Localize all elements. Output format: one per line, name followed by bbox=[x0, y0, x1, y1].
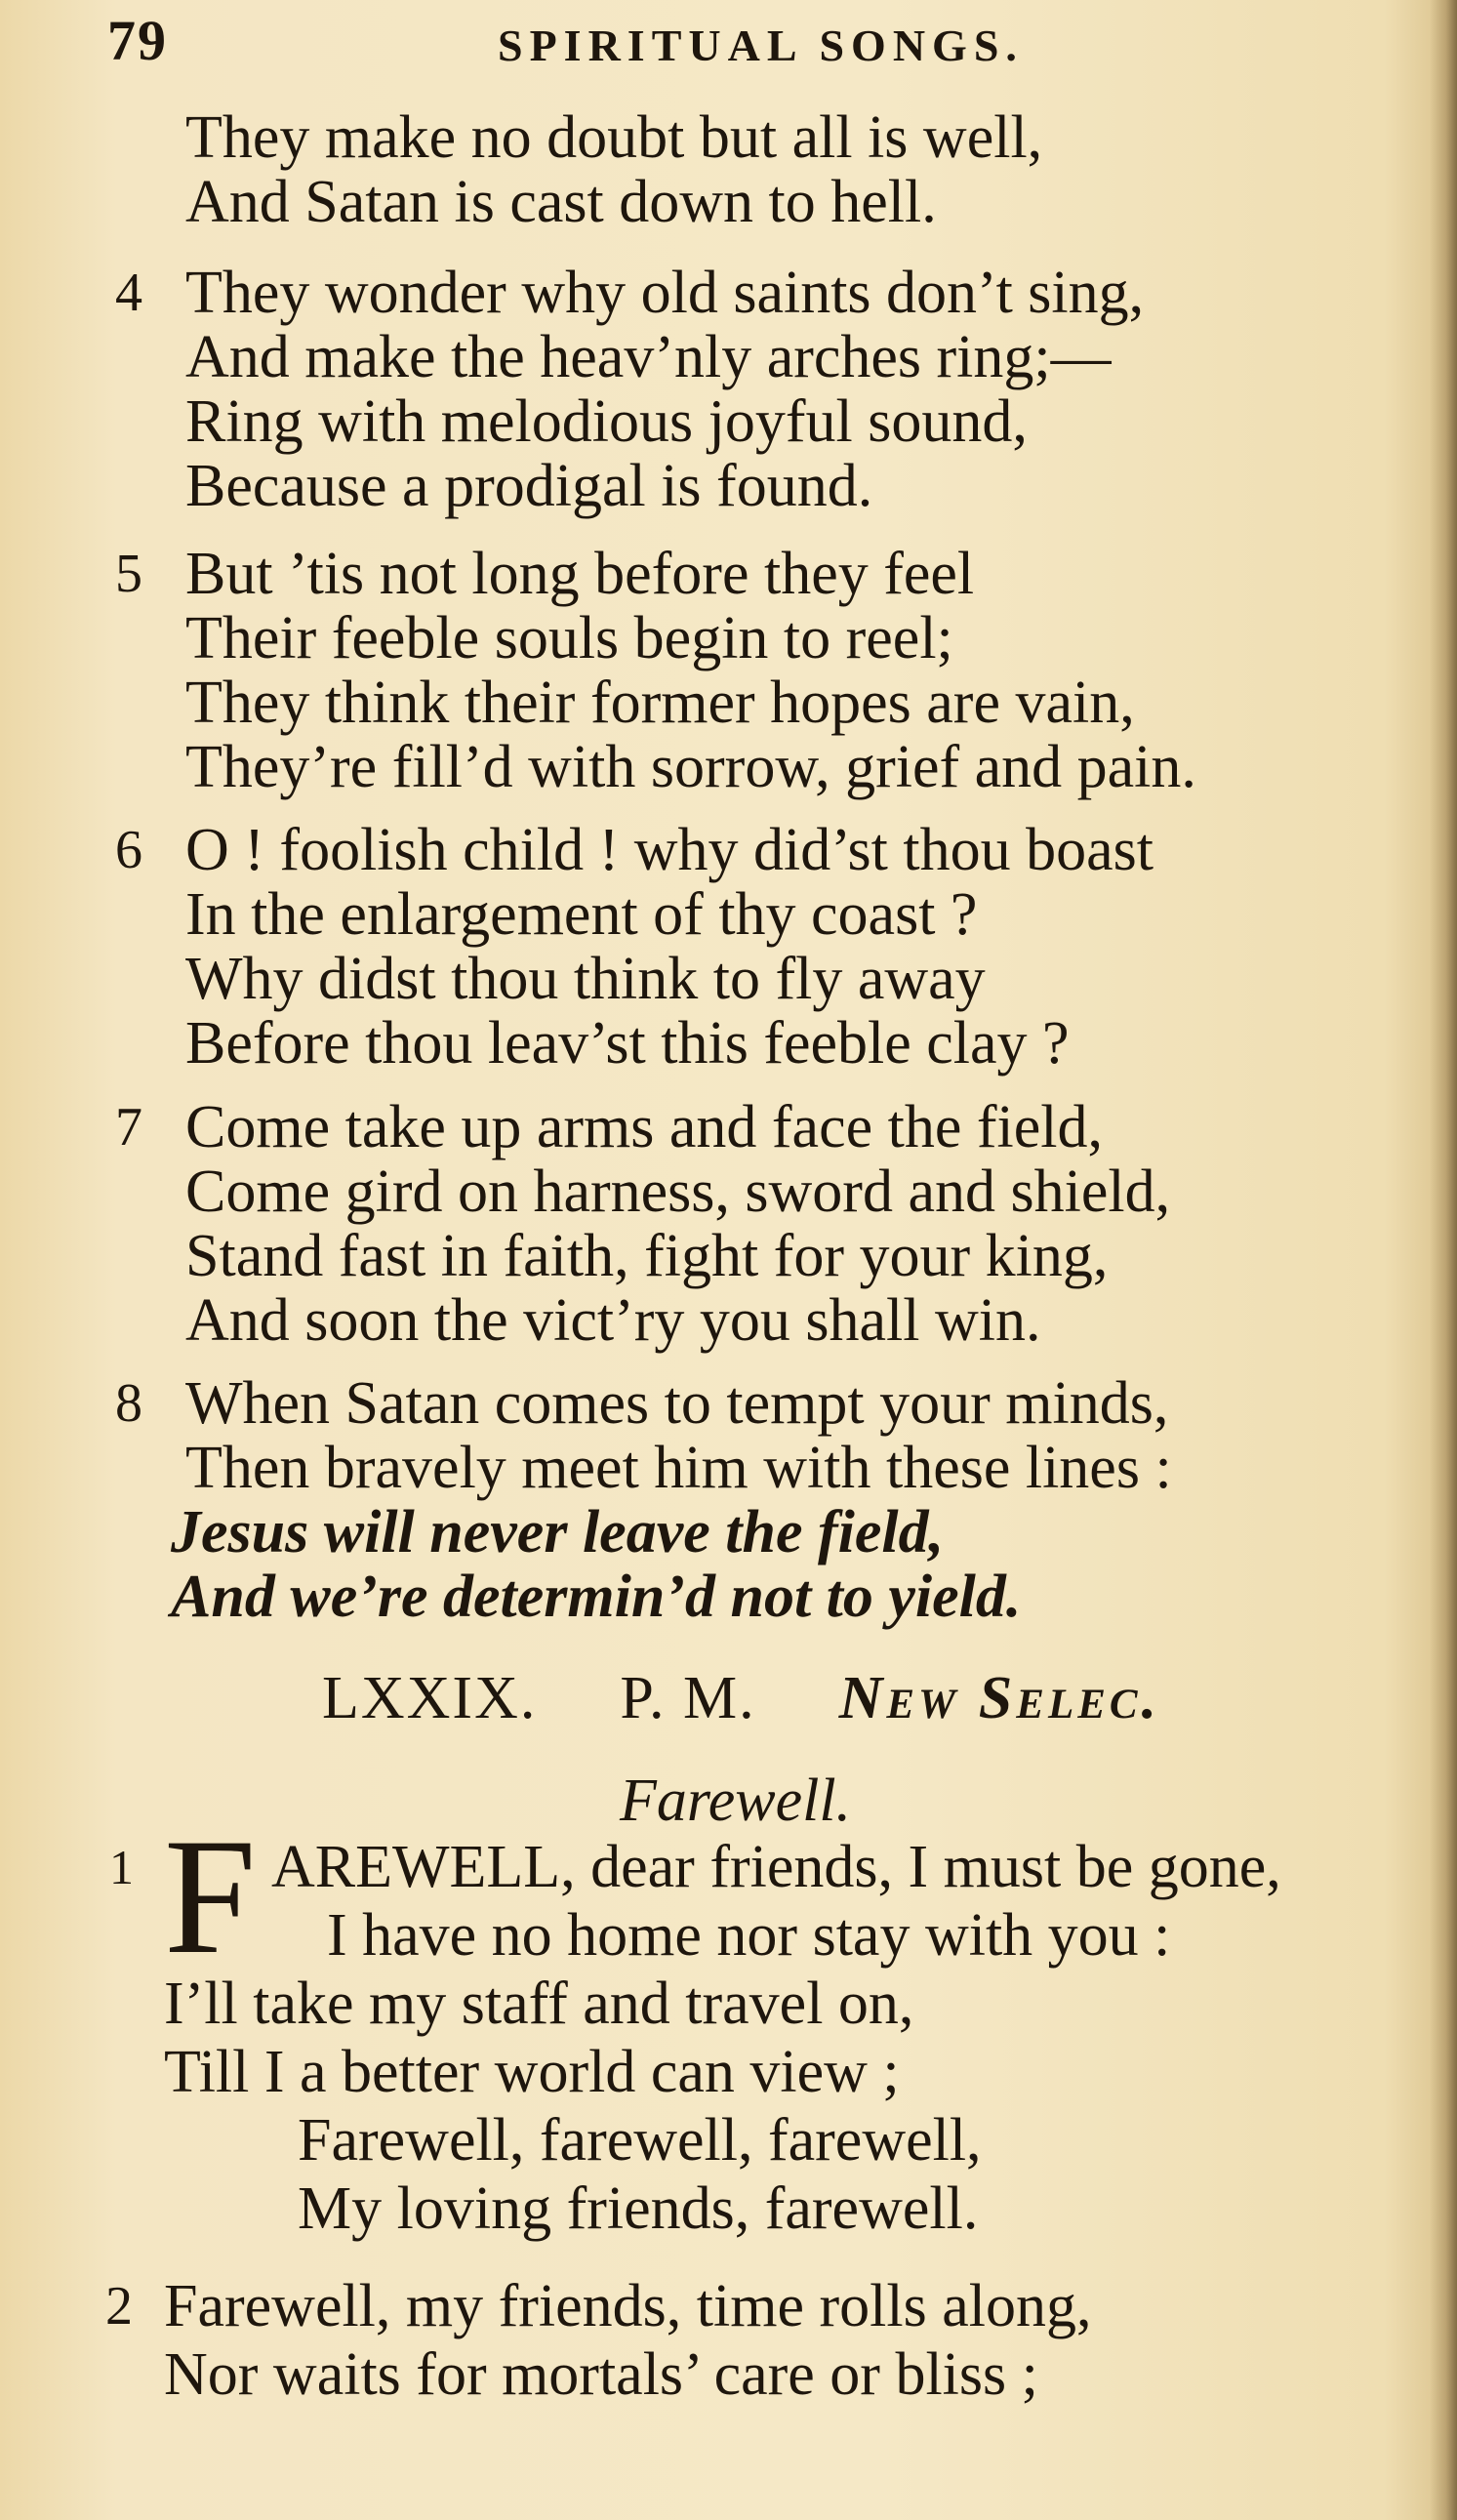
verse-line: Then bravely meet him with these lines : bbox=[185, 1435, 1172, 1501]
verse-line: But ’tis not long before they feel bbox=[185, 541, 975, 607]
page-number: 79 bbox=[107, 9, 168, 72]
hymn-meter: P. M. bbox=[620, 1665, 756, 1731]
verse-line-italic: And we’re determin’d not to yield. bbox=[171, 1564, 1022, 1630]
page-gutter-shadow bbox=[1430, 0, 1457, 2520]
verse-line: And Satan is cast down to hell. bbox=[185, 169, 937, 235]
verse-number: 4 bbox=[115, 263, 142, 323]
verse-line: Nor waits for mortals’ care or bliss ; bbox=[164, 2341, 1038, 2408]
verse-line: Because a prodigal is found. bbox=[185, 453, 873, 519]
verse-number: 1 bbox=[109, 1840, 134, 1894]
verse-line: AREWELL, dear friends, I must be gone, bbox=[271, 1834, 1281, 1900]
verse-number: 8 bbox=[115, 1373, 142, 1434]
verse-line: I have no home nor stay with you : bbox=[327, 1902, 1171, 1969]
verse-number: 2 bbox=[105, 2276, 133, 2337]
verse-line: They make no doubt but all is well, bbox=[185, 104, 1043, 171]
verse-line: And soon the vict’ry you shall win. bbox=[185, 1287, 1041, 1354]
verse-line: Their feeble souls begin to reel; bbox=[185, 605, 953, 671]
verse-line: Come take up arms and face the field, bbox=[185, 1094, 1103, 1160]
verse-line: Till I a better world can view ; bbox=[164, 2039, 900, 2105]
verse-line: Come gird on harness, sword and shield, bbox=[185, 1158, 1171, 1225]
verse-line: Farewell, farewell, farewell, bbox=[298, 2107, 982, 2174]
verse-line: Before thou leav’st this feeble clay ? bbox=[185, 1010, 1070, 1077]
verse-line: O ! foolish child ! why did’st thou boast bbox=[185, 817, 1153, 883]
verse-line: They think their former hopes are vain, bbox=[185, 670, 1135, 736]
verse-line: When Satan comes to tempt your minds, bbox=[185, 1370, 1169, 1437]
verse-line: I’ll take my staff and travel on, bbox=[164, 1971, 914, 2037]
running-title: SPIRITUAL SONGS. bbox=[498, 20, 1024, 70]
verse-line: Stand fast in faith, fight for your king, bbox=[185, 1223, 1109, 1289]
verse-line: Ring with melodious joyful sound, bbox=[185, 388, 1028, 455]
verse-number: 5 bbox=[115, 544, 142, 604]
drop-cap: F bbox=[164, 1805, 257, 1988]
verse-line: They’re fill’d with sorrow, grief and pain. bbox=[185, 734, 1196, 800]
page-header bbox=[107, 8, 1083, 76]
verse-number: 6 bbox=[115, 820, 142, 880]
hymn-tune: New Selec. bbox=[838, 1665, 1161, 1731]
verse-line: They wonder why old saints don’t sing, bbox=[185, 260, 1145, 326]
verse-line-italic: Jesus will never leave the field, bbox=[171, 1499, 945, 1565]
verse-line: Farewell, my friends, time rolls along, bbox=[164, 2273, 1092, 2339]
hymn-numeral: LXXIX. bbox=[322, 1665, 538, 1731]
verse-number: 7 bbox=[115, 1097, 142, 1158]
hymn-title: Farewell. bbox=[620, 1768, 852, 1834]
hymn-heading bbox=[322, 1664, 1160, 1733]
verse-line: My loving friends, farewell. bbox=[298, 2175, 979, 2242]
verse-line: Why didst thou think to fly away bbox=[185, 946, 986, 1012]
verse-line: And make the heav’nly arches ring;— bbox=[185, 324, 1112, 390]
verse-line: In the enlargement of thy coast ? bbox=[185, 881, 978, 948]
